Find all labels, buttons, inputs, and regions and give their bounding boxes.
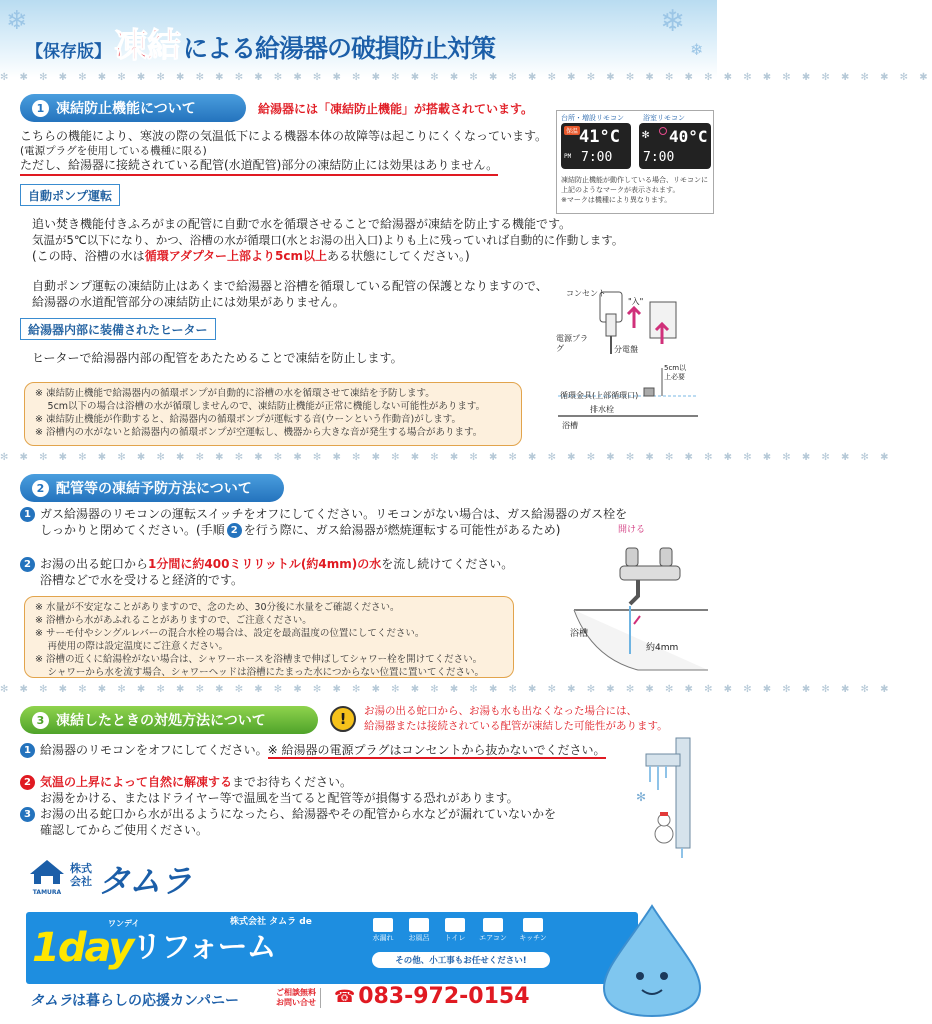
section1-notes: [24, 382, 522, 446]
title-emphasis: 凍結: [114, 26, 180, 66]
remocon-display-left: [561, 123, 631, 169]
step-text: までお待ちください。: [232, 775, 353, 789]
phone-icon: ☎: [334, 986, 356, 1007]
note-item: 再使用の際は設定温度にご注意ください。: [35, 641, 229, 652]
note-item: ※ 水量が不安定なことがありますので、念のため、30分後に水量をご確認ください。: [35, 602, 400, 613]
intro-line: こちらの機能により、寒波の際の気温低下による機器本体の故障等は起こりにくくなっています。: [20, 129, 548, 143]
temp-right: 40°C: [669, 127, 708, 146]
category-bath: [404, 918, 434, 943]
mascot-eye: [636, 972, 644, 980]
step-text: ガス給湯器のリモコンの運転スイッチをオフにしてください。リモコンがない場合は、ガス給湯器のガス栓を: [40, 507, 628, 521]
category-water-leak: [368, 918, 398, 943]
section-number: 2: [32, 480, 49, 497]
underlined-warning: ※ 給湯器の電源プラグはコンセントから抜かないでください。: [267, 743, 606, 757]
category-kitchen: [516, 918, 550, 943]
phone-number[interactable]: [334, 984, 530, 1009]
snowman-hat: [660, 812, 668, 816]
reform-banner: [26, 912, 638, 984]
logo-name: タムラ: [98, 862, 192, 900]
note-item: ※ 凍結防止機能が作動すると、給湯器内の循環ポンプが運転する音(ウーンという作動音)がします。: [35, 414, 461, 425]
banner-tagline: その他、小工事もお任せください!: [372, 952, 550, 968]
auto-pump-label: 自動ポンプ運転: [20, 184, 120, 206]
arrow-icon: [634, 616, 640, 624]
note-item: ※ 浴槽の近くに給湯栓がない場合は、シャワーホースを浴槽まで伸ばしてシャワー栓を開けてください。: [35, 654, 483, 665]
caption-line: 凍結防止機能が動作している場合、リモコンに: [561, 176, 708, 184]
section2-notes: [24, 596, 514, 678]
fitting-label: 循環金具(上部循環口): [560, 391, 639, 400]
step-line: 確認してからご使用ください。: [40, 823, 209, 837]
warning-icon: !: [330, 706, 356, 732]
house-icon: [28, 858, 66, 886]
drain-label: 排水栓: [590, 405, 614, 414]
section1-headline: 給湯器には「凍結防止機能」が搭載されています。: [258, 102, 534, 116]
slogan-name: タムラ: [30, 993, 72, 1009]
step-line: [20, 774, 352, 791]
title-rest: による給湯器の破損防止対策: [183, 34, 496, 63]
step-text: しっかりと閉めてください。(手順: [40, 523, 225, 537]
faucet-icon: [373, 918, 393, 932]
mascot-eye: [660, 972, 668, 980]
warning-line: お湯の出る蛇口から、お湯も水も出なくなった場合には、: [364, 705, 637, 717]
category-aircon: [476, 918, 510, 943]
logo-kaisha: [70, 862, 92, 888]
red-emphasis: 気温の上昇によって自然に解凍する: [40, 775, 233, 789]
snow-divider: ✻ ✱ ✻ ✱ ✻ ✱ ✻ ✱ ✻ ✱ ✻ ✱ ✻ ✱ ✻ ✱ ✻ ✱ ✻ ✱ ✻ ✱ ✻ ✱ ✻ ✱ ✻ ✱ ✻ ✱ ✻ ✱ ✻ ✱ ✻ ✱ ✻ ✱ ✻ ✱ ✻ ✱ ✻ ✱ ✻ ✱: [0, 684, 893, 695]
phone-text[interactable]: 083-972-0154: [358, 984, 530, 1009]
banner-oneday: 1day: [32, 925, 133, 971]
contact-label: [276, 988, 321, 1008]
note-item: ※ 浴槽から水があふれることがありますので、ご注意ください。: [35, 615, 312, 626]
step-number: 1: [20, 743, 35, 758]
banner-company: 株式会社 タムラ de: [230, 917, 312, 927]
step-line: [40, 522, 560, 539]
note-item: 5cm以下の場合は浴槽の水が循環しませんので、凍結防止機能が正常に機能しない可能性があります。: [35, 401, 486, 412]
faucet-tub-label: 浴槽: [570, 629, 589, 639]
snowflake-icon: ❄: [690, 40, 704, 59]
category-label: 水漏れ: [372, 934, 394, 942]
banner-ruby: ワンデイ: [108, 919, 140, 928]
outlet-label: コンセント: [566, 289, 606, 298]
faucet-mm-label: 約4mm: [646, 643, 679, 653]
step-number: 3: [20, 807, 35, 822]
snowman-body: [655, 825, 673, 843]
note-item: シャワーから水を流す場合、シャワーヘッドは浴槽にたまった水につからない位置に置いてください。: [35, 667, 484, 678]
arrow-up-icon: [628, 308, 640, 328]
category-toilet: [440, 918, 470, 943]
freeze-mark-icon: [659, 127, 667, 135]
section-number: 1: [32, 100, 49, 117]
plug-shape: [606, 314, 616, 336]
water-drop-mascot: [586, 902, 712, 1018]
note-item: ※ 凍結防止機能で給湯器内の循環ポンプが自動的に浴槽の水を循環させて凍結を予防します。: [35, 388, 435, 399]
red-emphasis: 1分間に約400ミリリットル(約4mm)の水: [148, 557, 382, 571]
heater-line: ヒーターで給湯器内部の配管をあたためることで凍結を防止します。: [32, 351, 403, 365]
category-label: お風呂: [408, 934, 430, 942]
step-text: を流し続けてください。: [381, 557, 514, 571]
step-number: 2: [227, 523, 242, 538]
remocon-display-right: [639, 123, 711, 169]
drop-body: [604, 906, 700, 1016]
snowflake-icon: ✻: [642, 127, 650, 141]
auto-pump-line: 給湯器の水道配管部分の凍結防止には効果がありません。: [32, 295, 345, 309]
title-prefix: 【保存版】: [26, 42, 111, 62]
caption-line: ※マークは機種により異なります。: [561, 196, 672, 204]
faucet-handle-right: [660, 548, 672, 566]
tamura-logo-mark: [28, 858, 66, 896]
step-line: [20, 806, 556, 823]
section-title: 凍結防止機能について: [56, 101, 196, 117]
section3-heading: [20, 706, 318, 734]
intro-note: (電源プラグを使用している機種に限る): [20, 145, 207, 157]
faucet-body: [620, 566, 680, 580]
section-title: 凍結したときの対処方法について: [56, 713, 266, 729]
contact-line: お問い合せ: [276, 998, 316, 1007]
section-number: 3: [32, 712, 49, 729]
step-number: 1: [20, 507, 35, 522]
time-left: 7:00: [581, 150, 613, 165]
category-label: エアコン: [479, 934, 507, 942]
time-right: 7:00: [643, 150, 675, 165]
remocon-right-label: 浴室リモコン: [643, 114, 685, 122]
intro-warning: ただし、給湯器に接続されている配管(水道配管)部分の凍結防止には効果はありません。: [20, 157, 498, 176]
step-text: お湯の出る蛇口から水が出るようになったら、給湯器やその配管から水などが漏れていないかを: [40, 807, 557, 821]
step-line: お湯をかける、またはドライヤー等で温風を当てると配管等が損傷する恐れがあります。: [40, 791, 519, 805]
faucet-diagram: [568, 520, 714, 684]
faucet-spout: [630, 580, 638, 604]
kaisha-line: 会社: [70, 875, 92, 888]
auto-pump-line: 自動ポンプ運転の凍結防止はあくまで給湯器と浴槽を循環している配管の保護となりますので、: [32, 279, 548, 293]
step-line: [20, 742, 606, 759]
step-text: を行う際に、ガス給湯器が燃焼運転する可能性があるため): [243, 523, 561, 537]
reheat-badge: 保温: [566, 128, 579, 135]
logo-small-text: TAMURA: [32, 889, 62, 896]
snowflake-icon: ❄: [6, 6, 28, 36]
warning-line: 給湯器または接続されている配管が凍結した可能性があります。: [364, 720, 668, 732]
house-door: [41, 876, 53, 884]
snow-divider: ✻ ✱ ✻ ✱ ✻ ✱ ✻ ✱ ✻ ✱ ✻ ✱ ✻ ✱ ✻ ✱ ✻ ✱ ✻ ✱ ✻ ✱ ✻ ✱ ✻ ✱ ✻ ✱ ✻ ✱ ✻ ✱ ✻ ✱ ✻ ✱ ✻ ✱ ✻ ✱ ✻ ✱ ✻ ✱ ✻ ✱ ✻ ✱: [0, 72, 932, 83]
snowflake-icon: ✻: [636, 790, 647, 804]
step-number: 2: [20, 775, 35, 790]
step-text: お湯の出る蛇口から: [40, 557, 149, 571]
kaisha-line: 株式: [70, 862, 92, 875]
bathtub-icon: [409, 918, 429, 932]
remocon-caption: [561, 175, 708, 205]
section-title: 配管等の凍結予防方法について: [56, 481, 252, 497]
toilet-icon: [445, 918, 465, 932]
contact-line: ご相談無料: [276, 988, 316, 997]
snow-divider: ✻ ✱ ✻ ✱ ✻ ✱ ✻ ✱ ✻ ✱ ✻ ✱ ✻ ✱ ✻ ✱ ✻ ✱ ✻ ✱ ✻ ✱ ✻ ✱ ✻ ✱ ✻ ✱ ✻ ✱ ✻ ✱ ✻ ✱ ✻ ✱ ✻ ✱ ✻ ✱ ✻ ✱ ✻ ✱ ✻ ✱: [0, 452, 893, 463]
auto-pump-line: [32, 248, 470, 265]
temp-left: 41°C: [579, 127, 620, 147]
tub-label: 浴槽: [562, 421, 578, 430]
heater-label: 給湯器内部に装備されたヒーター: [20, 318, 216, 340]
note-item: ※ 浴槽内の水がないと給湯器内の循環ポンプが空運転し、機器から大きな音が発生する場合があります。: [35, 427, 483, 438]
page-title: [26, 18, 706, 66]
breaker-label: 分電盤: [614, 345, 638, 354]
circulation-fitting: [644, 388, 654, 396]
faucet-handle-left: [626, 548, 638, 566]
text-part: ある状態にしてください。): [326, 249, 470, 263]
tub-shape: [574, 610, 708, 670]
banner-reform: リフォーム: [132, 930, 276, 965]
on-label: "入": [628, 297, 644, 306]
section1-heading: [20, 94, 246, 122]
category-label: トイレ: [444, 934, 466, 942]
auto-pump-line: 追い焚き機能付きふろがまの配管に自動で水を循環させることで給湯器が凍結を防止する機能です。: [32, 217, 572, 231]
aircon-icon: [483, 918, 503, 932]
remocon-figure: [556, 110, 714, 214]
step-line: 浴槽などで水を受けると経済的です。: [40, 573, 244, 587]
kitchen-icon: [523, 918, 543, 932]
category-label: キッチン: [519, 934, 547, 942]
step-text: 給湯器のリモコンをオフにしてください。: [40, 743, 268, 757]
note-item: ※ サーモ付やシングルレバーの混合水栓の場合は、設定を最高温度の位置にしてください。: [35, 628, 425, 639]
section2-heading: [20, 474, 284, 502]
remocon-left-label: 台所・増設リモコン: [561, 114, 624, 122]
five-cm-label: 5cm以上必要: [664, 364, 687, 381]
caption-line: 上記のようなマークが表示されます。: [561, 186, 680, 194]
slogan: [30, 990, 239, 1010]
pipe-branch: [646, 754, 680, 766]
snowflake-icon: ❄: [660, 4, 686, 39]
pm-label: PM: [564, 153, 572, 160]
step-number: 2: [20, 557, 35, 572]
plug-label: 電源プラグ: [556, 334, 588, 353]
step-line: [20, 556, 513, 573]
slogan-rest: は暮らしの応援カンパニー: [72, 993, 240, 1009]
faucet-open-label: 開ける: [618, 525, 646, 535]
text-part: (この時、浴槽の水は: [32, 249, 145, 263]
section3-warning: [364, 704, 668, 734]
step-line: [20, 506, 627, 523]
red-emphasis: 循環アダプター上部より5cm以上: [144, 249, 327, 263]
auto-pump-line: 気温が5℃以下になり、かつ、浴槽の水が循環口(水とお湯の出入口)よりも上に残っていれば自動的に作動します。: [32, 233, 624, 247]
